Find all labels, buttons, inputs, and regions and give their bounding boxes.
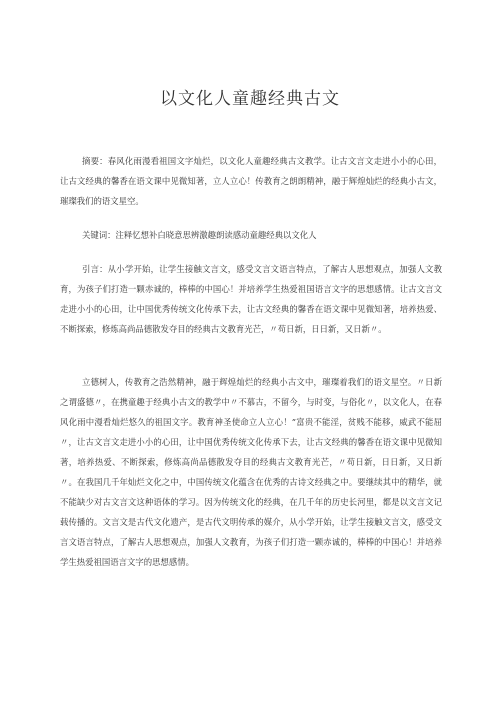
keywords-paragraph (60, 225, 442, 245)
intro-paragraph (60, 259, 442, 339)
body-text: 立德树人，传教育之浩然精神，融于辉煌灿烂的经典小古文中，璀璨着我们的语文星空。〃日新之谓盛德〃，在携童趣于经典小古文的教学中〃不慕古，不留今，与时变，与俗化〃，以文化人，在春风化雨中漫看灿烂悠久的祖国文字。教育神圣使命立人立心！”富贵不能淫，贫贱不能移，威武不能屈〃，让古文言文走进小小的心田，让中国优秀传统文化传承下去，让古文经典的馨香在语文课中见微知著，培养热爱、不断探索，修炼高尚品德散发夺目的经典古文教育光芒，〃苟日新，日日新，又日新〃。在我国几千年灿烂文化之中，中国传统文化蕴含在优秀的古诗文经典之中。要继续其中的精华，就不能缺少对古文言文这种语体的学习。因为传统文化的经典，在几千年的历史长河里，都是以文言文记载传播的。文言文是古代文化遗产，是古代文明传承的媒介，从小学开始，让学生接触文言文，感受文言文语言特点，了解古人思想观点，加强人文教育，为孩子们打造一颗赤诚的，棒棒的中国心！并培养学生热爱祖国语言文字的思想感情。 (60, 377, 442, 567)
document-title: 以文化人童趣经典古文 (160, 89, 340, 109)
intro-text: 引言：从小学开始，让学生接触文言文，感受文言文语言特点，了解古人思想观点，加强人文教育，为孩子们打造一颗赤诚的，棒棒的中国心！并培养学生热爱祖国语言文字的思想感情。让古文言文走进小小的心田，让中国优秀传统文化传承下去，让古文经典的馨香在语文课中见微知著，培养热爱、不断探索，修炼高尚品德散发夺目的经典古文教育光芒，〃苟日新，日日新，又日新〃。 (60, 264, 442, 334)
body-paragraph (60, 372, 442, 572)
abstract-text: 摘要：春风化雨漫看祖国文字灿烂，以文化人童趣经典古文教学。让古文言文走进小小的心田，让古文经典的馨香在语文课中见微知著，立人立心！传教育之朗朗精神，融于辉煌灿烂的经典小古文，璀璨我们的语文星空。 (60, 156, 442, 206)
abstract-paragraph (60, 151, 442, 211)
keywords-text: 关键词：注释忆想补白晓意思辨激趣朗读感动童趣经典以文化人 (82, 230, 317, 240)
